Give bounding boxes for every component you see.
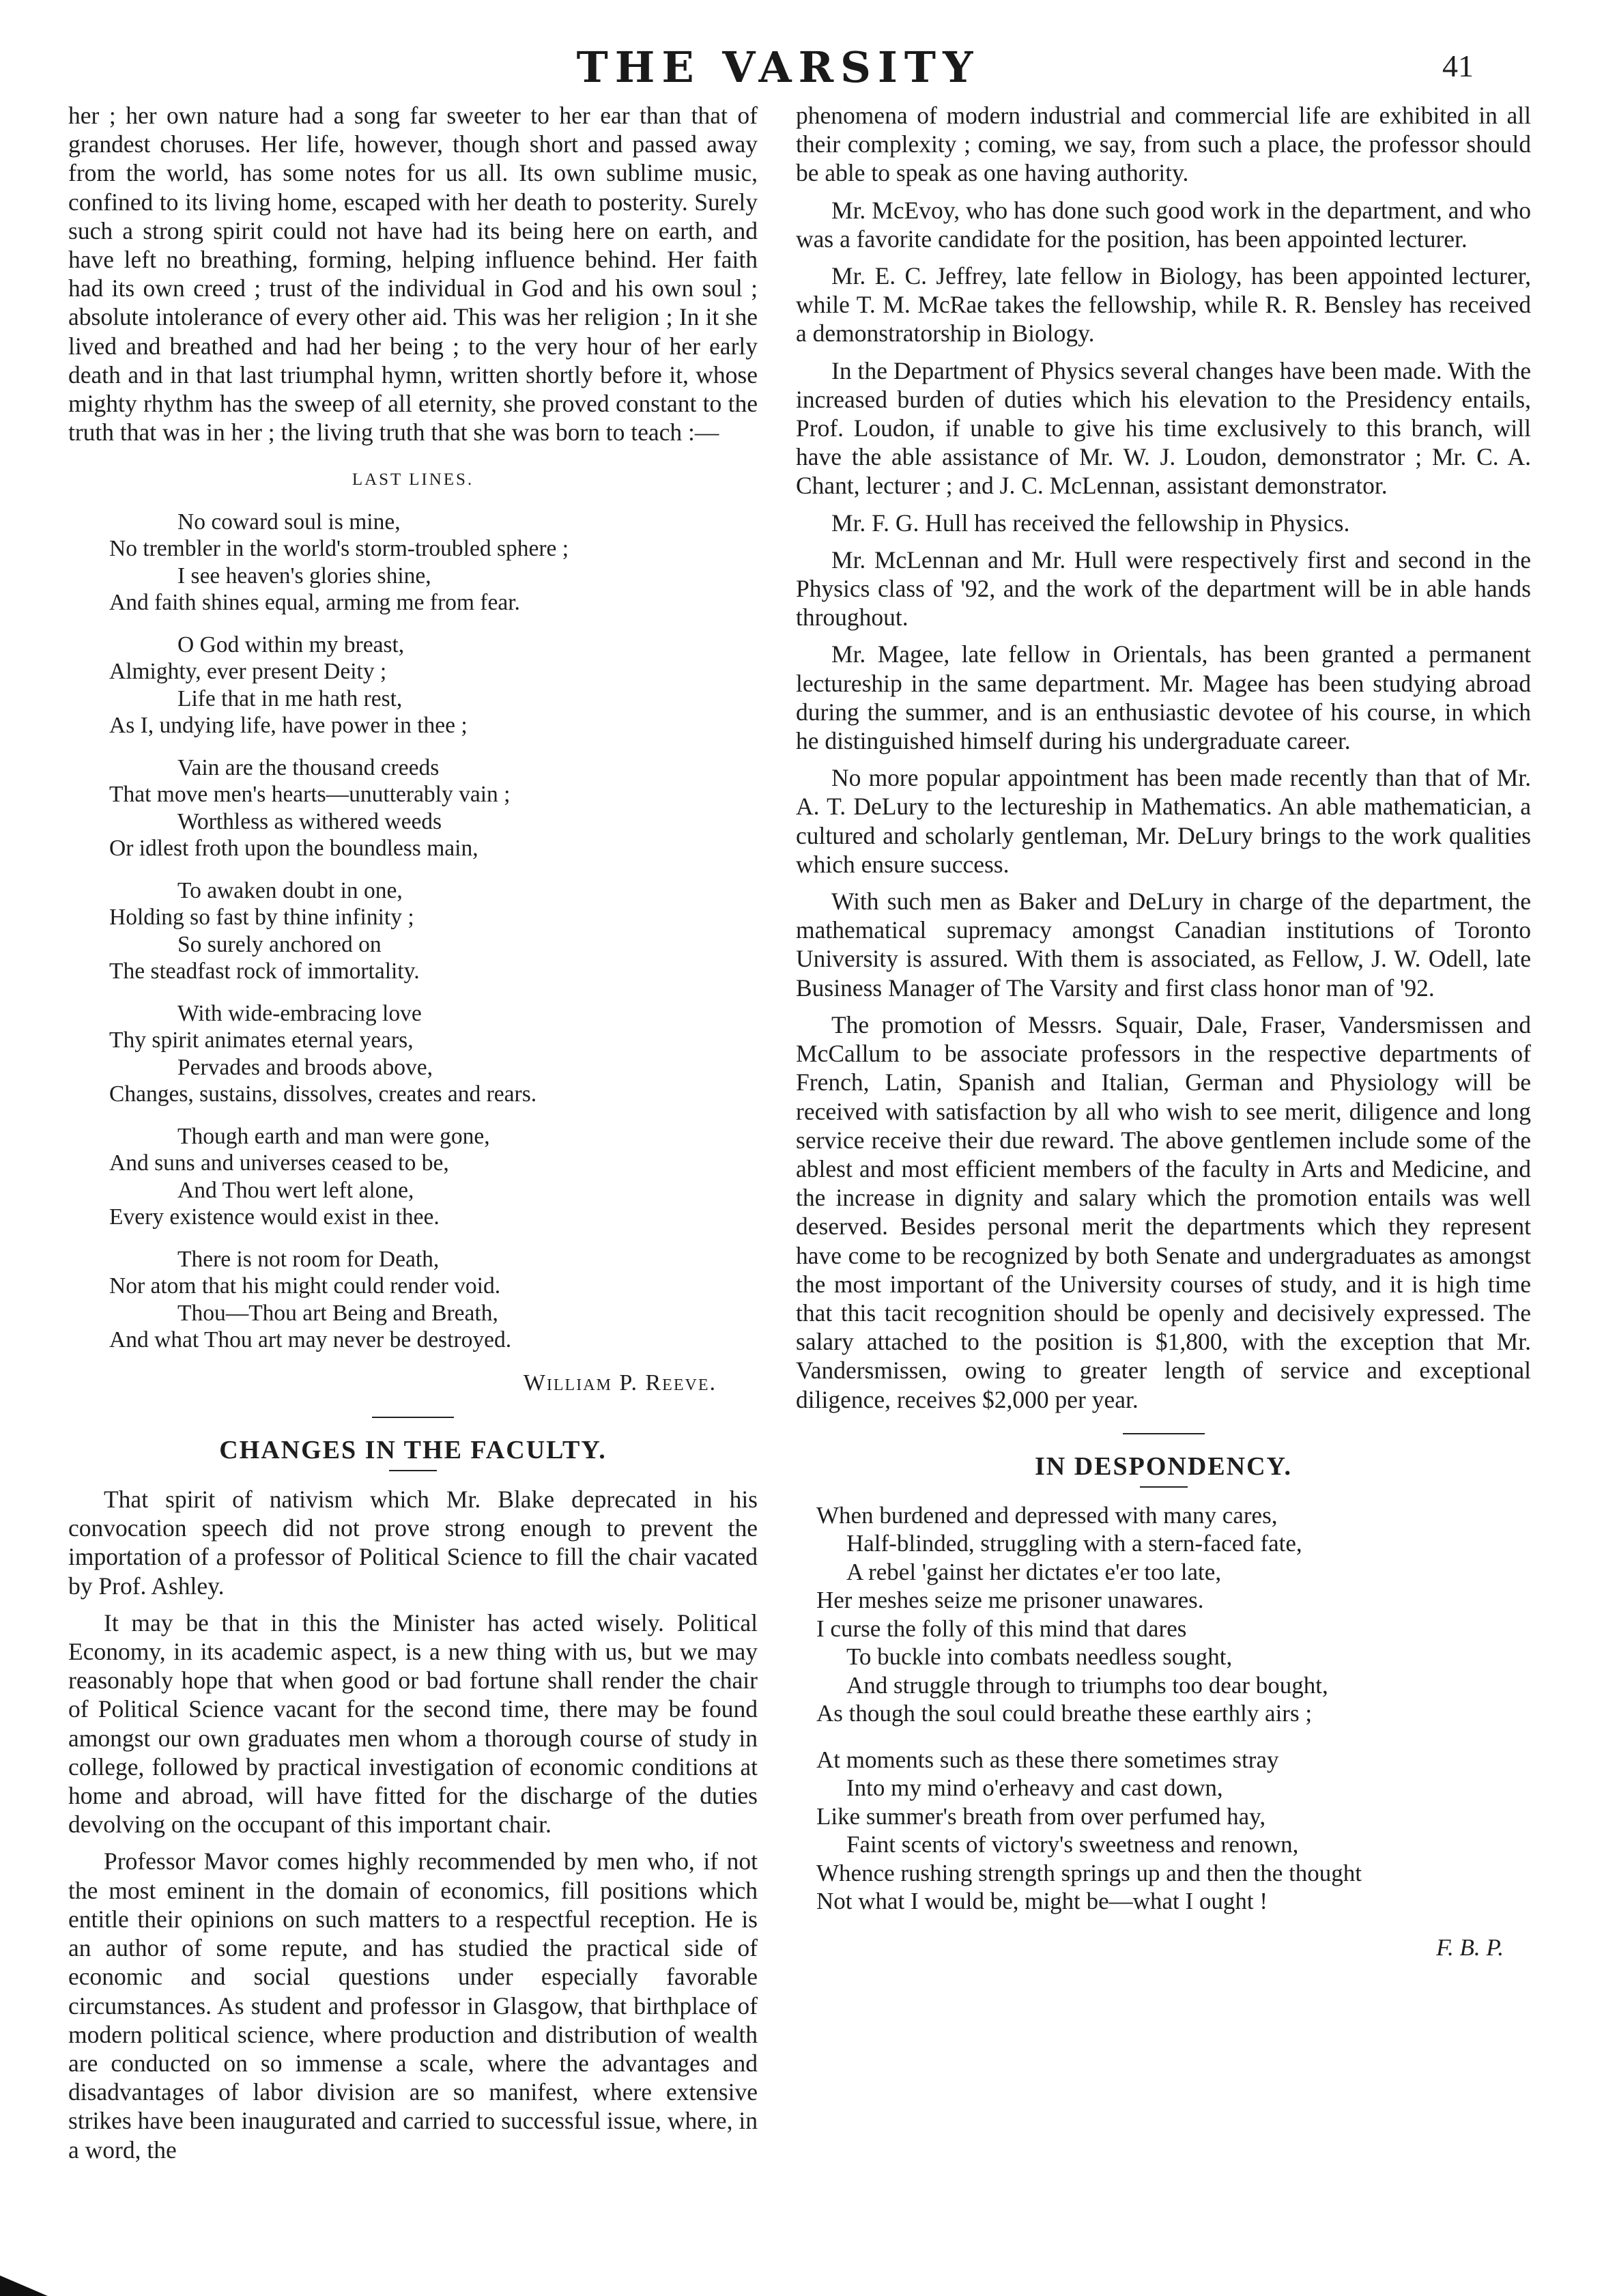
article-paragraph: Mr. E. C. Jeffrey, late fellow in Biology, has been appointed lecturer, while T. M. McRae takes the fellowship, while R. R. Bensley has received a demonstratorship in Biology. (796, 262, 1531, 348)
article-paragraph: It may be that in this the Minister has acted wisely. Political Economy, in its academic aspect, is a new thing with us, but we may reasonably hope that when good or bad fortune shall render the chair of Political Science vacant for the second time, there may be found amongst our own graduates men whom a thorough course of study in college, followed by practical investigation of economic conditions at home and abroad, will have fitted for the discharge of the duties devolving on the occupant of this important chair. (68, 1608, 758, 1839)
poem-line: A rebel 'gainst her dictates e'er too late, (846, 1558, 1222, 1585)
poem-in-despondency (796, 1501, 1531, 1916)
poem-line: Every existence would exist in thee. (109, 1204, 440, 1230)
left-column (68, 101, 758, 2164)
poem-line: Nor atom that his might could render void. (109, 1273, 501, 1299)
poem-line: To buckle into combats needless sought, (846, 1643, 1233, 1671)
poem-stanza (109, 1123, 758, 1231)
poem-line: Her meshes seize me prisoner unawares. (816, 1587, 1204, 1614)
poem-line: Faint scents of victory's sweetness and renown, (846, 1831, 1299, 1858)
article-paragraph: Professor Mavor comes highly recommended by men who, if not the most eminent in the domain of economics, fill positions which entitle their opinions on such matters to a respectful reception. He is an author of some repute, and has studied the practical side of economic and social questions under especially favorable circumstances. As student and professor in Glasgow, that birthplace of modern political science, where production and distribution of wealth are conducted on so immense a scale, where the advantages and disadvantages of labor division are so manifest, where extensive strikes have been inaugurated and carried to successful issue, where, in a word, the (68, 1847, 758, 2164)
poem-line: Half-blinded, struggling with a stern-faced fate, (846, 1530, 1302, 1557)
poem-heading: IN DESPONDENCY. (1035, 1451, 1292, 1481)
poem-line: No trembler in the world's storm-troubled sphere ; (109, 536, 569, 562)
heading-underline (389, 1470, 437, 1471)
section-divider (372, 1417, 454, 1418)
page-number: 41 (1442, 48, 1474, 83)
poem-stanza (109, 877, 758, 985)
poem-signature: F. B. P. (1436, 1933, 1504, 1961)
poem-line: I see heaven's glories shine, (177, 563, 431, 589)
poem-line: Vain are the thousand creeds (177, 754, 440, 780)
poem-line: Or idlest froth upon the boundless main, (109, 836, 478, 862)
article-paragraph: Mr. McLennan and Mr. Hull were respectively first and second in the Physics class of '92, and the work of the department will be in able hands throughout. (796, 545, 1531, 632)
poem-line: Thou—Thou art Being and Breath, (177, 1300, 498, 1326)
section-divider (1123, 1433, 1205, 1434)
article-paragraph: Mr. McEvoy, who has done such good work in the department, and who was a favorite candidate for the position, has been appointed lecturer. (796, 196, 1531, 253)
poem-line: Though earth and man were gone, (177, 1123, 490, 1149)
section-heading: CHANGES IN THE FACULTY. (219, 1435, 607, 1464)
poem-line: To awaken doubt in one, (177, 877, 403, 903)
poem-line: And faith shines equal, arming me from fear. (109, 590, 520, 616)
poem-line: Pervades and broods above, (177, 1054, 433, 1080)
poem-line: And suns and universes ceased to be, (109, 1150, 449, 1176)
poem-line: No coward soul is mine, (177, 509, 401, 535)
poem-line: Thy spirit animates eternal years, (109, 1027, 414, 1053)
poem-line: Life that in me hath rest, (177, 685, 403, 711)
poem-line: Changes, sustains, dissolves, creates and rears. (109, 1081, 537, 1107)
poem-line: Not what I would be, might be—what I ought ! (816, 1888, 1268, 1915)
poem-line: Holding so fast by thine infinity ; (109, 905, 414, 931)
poem-line: With wide-embracing love (177, 1000, 422, 1026)
poem-line: That move men's hearts—unutterably vain ; (109, 782, 511, 808)
poem-line: As I, undying life, have power in thee ; (109, 713, 468, 739)
poem-line: And what Thou art may never be destroyed. (109, 1327, 512, 1353)
right-column (796, 101, 1531, 1962)
article-paragraph: The promotion of Messrs. Squair, Dale, Fraser, Vandersmissen and McCallum to be associate professors in the respective departments of French, Latin, Spanish and Italian, German and Physiology will be received with satisfaction by all who wish to see merit, diligence and long service receive their due reward. The above gentlemen include some of the ablest and most efficient members of the faculty in Arts and Medicine, and the increase in dignity and salary which the promotion entails was well deserved. Besides personal merit the departments which they represent have come to be recognized by both Senate and undergraduates as amongst the most important of the University courses of study, and it is high time that this tacit recognition should be openly and decisively expressed. The salary attached to the position is $1,800, with the exception that Mr. Vandersmissen, owing to greater length of service and exceptional diligence, receives $2,000 per year. (796, 1010, 1531, 1413)
article-paragraph: phenomena of modern industrial and commercial life are exhibited in all their complexity ; coming, we say, from such a place, the professor should be able to speak as one having authority. (796, 102, 1531, 187)
article-paragraph: Mr. Magee, late fellow in Orientals, has been granted a permanent lectureship in the same department. Mr. Magee has been studying abroad during the summer, and is an enthusiastic devotee of his course, in which he distinguished himself during his undergraduate career. (796, 640, 1531, 755)
poem-stanza (109, 1000, 758, 1108)
poem-author: William P. Reeve. (523, 1370, 717, 1395)
poem-stanza (109, 1246, 758, 1354)
poem-line: So surely anchored on (177, 931, 382, 957)
publication-title: THE VARSITY (576, 42, 980, 92)
page-corner-mark (0, 2276, 48, 2296)
poem-line: At moments such as these there sometimes stray (816, 1746, 1279, 1773)
poem-line: I curse the folly of this mind that dares (816, 1615, 1187, 1642)
poem-line: Like summer's breath from over perfumed hay, (816, 1802, 1266, 1830)
poem-line: There is not room for Death, (177, 1246, 440, 1272)
poem-line: As though the soul could breathe these earthly airs ; (816, 1700, 1313, 1727)
poem-line: And struggle through to triumphs too dear bought, (846, 1671, 1328, 1699)
heading-underline (1140, 1486, 1188, 1488)
poem-stanza (109, 754, 758, 862)
article-paragraph: Mr. F. G. Hull has received the fellowship in Physics. (831, 509, 1350, 537)
article-paragraph: In the Department of Physics several changes have been made. With the increased burden of duties which his elevation to the Presidency entails, Prof. Loudon, if unable to give his time exclusively to this branch, will have the able assistance of Mr. W. J. Loudon, demonstrator ; Mr. C. A. Chant, lecturer ; and J. C. McLennan, assistant demonstrator. (796, 356, 1531, 500)
poem-last-lines (68, 509, 758, 1354)
poem-stanza (109, 632, 758, 739)
poem-stanza (816, 1746, 1531, 1916)
poem-line: The steadfast rock of immortality. (109, 959, 420, 984)
poem-line: O God within my breast, (177, 632, 405, 657)
intro-paragraph: her ; her own nature had a song far sweeter to her ear than that of grandest choruses. Her life, however, though short and passed away from the world, has some notes for us all. Its own sublime music, confined to its living home, escaped with her death to posterity. Surely such a strong spirit could not have had its being here on earth, and have left no breathing, forming, helping influence behind. Her faith had its own creed ; trust of the individual in God and his own soul ; absolute intolerance of every other aid. This was her religion ; In it she lived and breathed and had her being ; to the very hour of her early death and in that last triumphal hymn, written shortly before it, whose mighty rhythm has the sweep of all eternity, she proved constant to the truth that was in her ; the living truth that she was born to teach :— (68, 102, 758, 447)
article-paragraph: With such men as Baker and DeLury in charge of the department, the mathematical supremacy amongst Canadian institutions of Toronto University is assured. With them is associated, as Fellow, J. W. Odell, late Business Manager of The Varsity and first class honor man of '92. (796, 888, 1531, 1002)
article-paragraph: That spirit of nativism which Mr. Blake deprecated in his convocation speech did not prove strong enough to prevent the importation of a professor of Political Science to fill the chair vacated by Prof. Ashley. (68, 1486, 758, 1600)
poem-line: Worthless as withered weeds (177, 808, 442, 834)
poem-stanza (109, 509, 758, 616)
poem-line: Into my mind o'erheavy and cast down, (846, 1774, 1223, 1802)
poem-line: Almighty, ever present Deity ; (109, 659, 387, 685)
poem-line: And Thou wert left alone, (177, 1177, 414, 1203)
poem-title: LAST LINES. (352, 470, 474, 490)
poem-stanza (816, 1501, 1531, 1728)
poem-line: When burdened and depressed with many cares, (816, 1501, 1278, 1529)
masthead (0, 42, 1617, 90)
article-paragraph: No more popular appointment has been made recently than that of Mr. A. T. DeLury to the lectureship in Mathematics. An able mathematician, a cultured and scholarly gentleman, Mr. DeLury brings to the work qualities which ensure success. (796, 764, 1531, 878)
poem-line: Whence rushing strength springs up and then the thought (816, 1859, 1362, 1886)
